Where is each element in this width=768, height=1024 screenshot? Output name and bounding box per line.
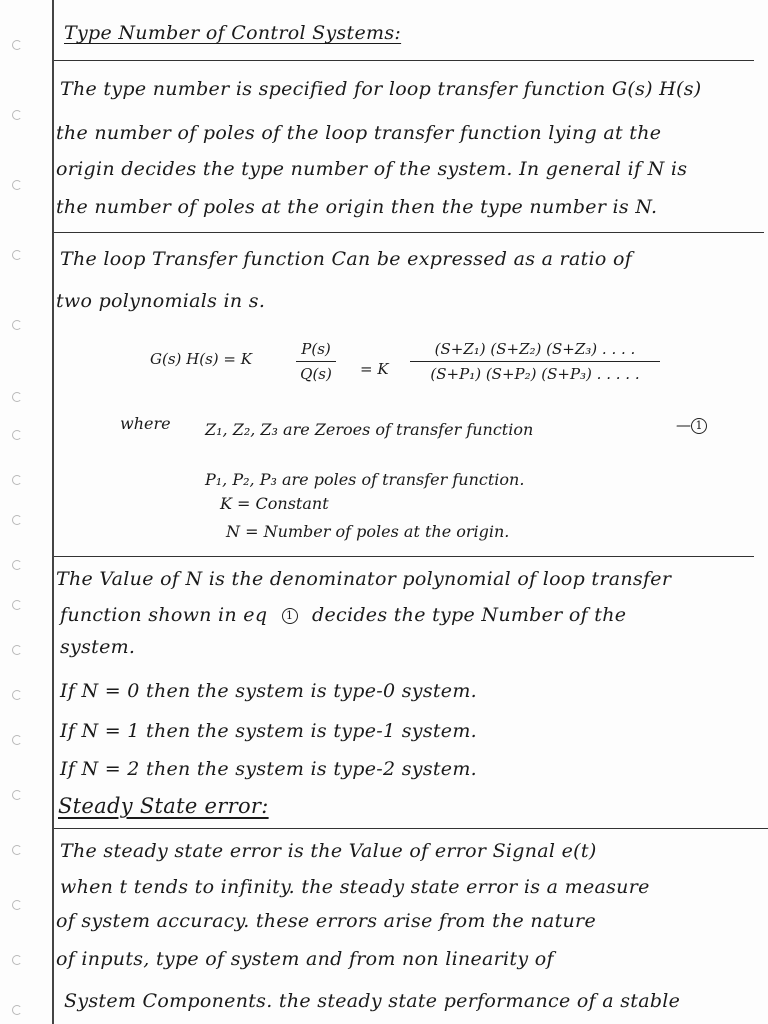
para3-line: system. xyxy=(60,636,136,658)
divider xyxy=(54,828,768,829)
equation-reference: 1 xyxy=(282,608,298,624)
case-line: If N = 2 then the system is type-2 system. xyxy=(60,758,478,780)
hole-mark xyxy=(12,645,22,655)
hole-mark xyxy=(12,392,22,402)
hole-mark xyxy=(12,320,22,330)
para4-line: of inputs, type of system and from non linearity of xyxy=(56,948,554,970)
where-item: N = Number of poles at the origin. xyxy=(226,522,510,541)
hole-mark xyxy=(12,690,22,700)
divider xyxy=(54,60,754,61)
hole-mark xyxy=(12,900,22,910)
para3-line xyxy=(60,604,626,626)
hole-mark xyxy=(12,955,22,965)
hole-mark xyxy=(12,475,22,485)
hole-mark xyxy=(12,40,22,50)
para1-line: the number of poles at the origin then the type number is N. xyxy=(56,196,658,218)
fraction-denominator: (S+P₁) (S+P₂) (S+P₃) . . . . . xyxy=(430,365,640,384)
equation-lhs: G(s) H(s) = K xyxy=(150,350,252,368)
margin-line xyxy=(52,0,54,1024)
fraction-denominator: Q(s) xyxy=(300,365,332,384)
where-item: Z₁, Z₂, Z₃ are Zeroes of transfer function xyxy=(205,420,534,439)
case-line: If N = 1 then the system is type-1 system. xyxy=(60,720,478,742)
hole-mark xyxy=(12,110,22,120)
fraction-zeros-over-poles xyxy=(410,340,660,383)
para1-line: the number of poles of the loop transfer function lying at the xyxy=(56,122,662,144)
hole-mark xyxy=(12,515,22,525)
case-line: If N = 0 then the system is type-0 system. xyxy=(60,680,478,702)
hole-mark xyxy=(12,250,22,260)
para1-line: The type number is specified for loop transfer function G(s) H(s) xyxy=(60,78,702,100)
where-item: P₁, P₂, P₃ are poles of transfer function. xyxy=(205,470,525,489)
divider xyxy=(54,232,764,233)
para4-line: of system accuracy. these errors arise from the nature xyxy=(56,910,596,932)
hole-mark xyxy=(12,1005,22,1015)
fraction-bar xyxy=(410,361,660,362)
hole-mark xyxy=(12,560,22,570)
para3-text: function shown in eq xyxy=(60,604,268,626)
hole-mark xyxy=(12,790,22,800)
fraction-bar xyxy=(296,361,336,362)
hole-mark xyxy=(12,845,22,855)
para4-line: System Components. the steady state performance of a stable xyxy=(64,990,681,1012)
para1-line: origin decides the type number of the system. In general if N is xyxy=(56,158,688,180)
where-item: K = Constant xyxy=(220,494,329,513)
binding-holes xyxy=(6,0,26,1024)
divider xyxy=(54,556,754,557)
equation-tag: — 1 xyxy=(676,416,707,434)
para4-line: The steady state error is the Value of error Signal e(t) xyxy=(60,840,597,862)
fraction-p-over-q xyxy=(296,340,336,383)
fraction-numerator: P(s) xyxy=(301,340,331,358)
para3-text: decides the type Number of the xyxy=(312,604,627,626)
hole-mark xyxy=(12,735,22,745)
where-label: where xyxy=(120,414,171,433)
hole-mark xyxy=(12,180,22,190)
hole-mark xyxy=(12,600,22,610)
para2-line: two polynomials in s. xyxy=(56,290,266,312)
equation-number: 1 xyxy=(691,418,707,434)
para4-line: when t tends to infinity. the steady state error is a measure xyxy=(60,876,650,898)
section-title: Steady State error: xyxy=(58,794,269,818)
page-title: Type Number of Control Systems: xyxy=(64,22,402,44)
equation-k: = K xyxy=(360,360,389,378)
para3-line: The Value of N is the denominator polynomial of loop transfer xyxy=(56,568,672,590)
para2-line: The loop Transfer function Can be expressed as a ratio of xyxy=(60,248,633,270)
hole-mark xyxy=(12,430,22,440)
fraction-numerator: (S+Z₁) (S+Z₂) (S+Z₃) . . . . xyxy=(434,340,636,358)
